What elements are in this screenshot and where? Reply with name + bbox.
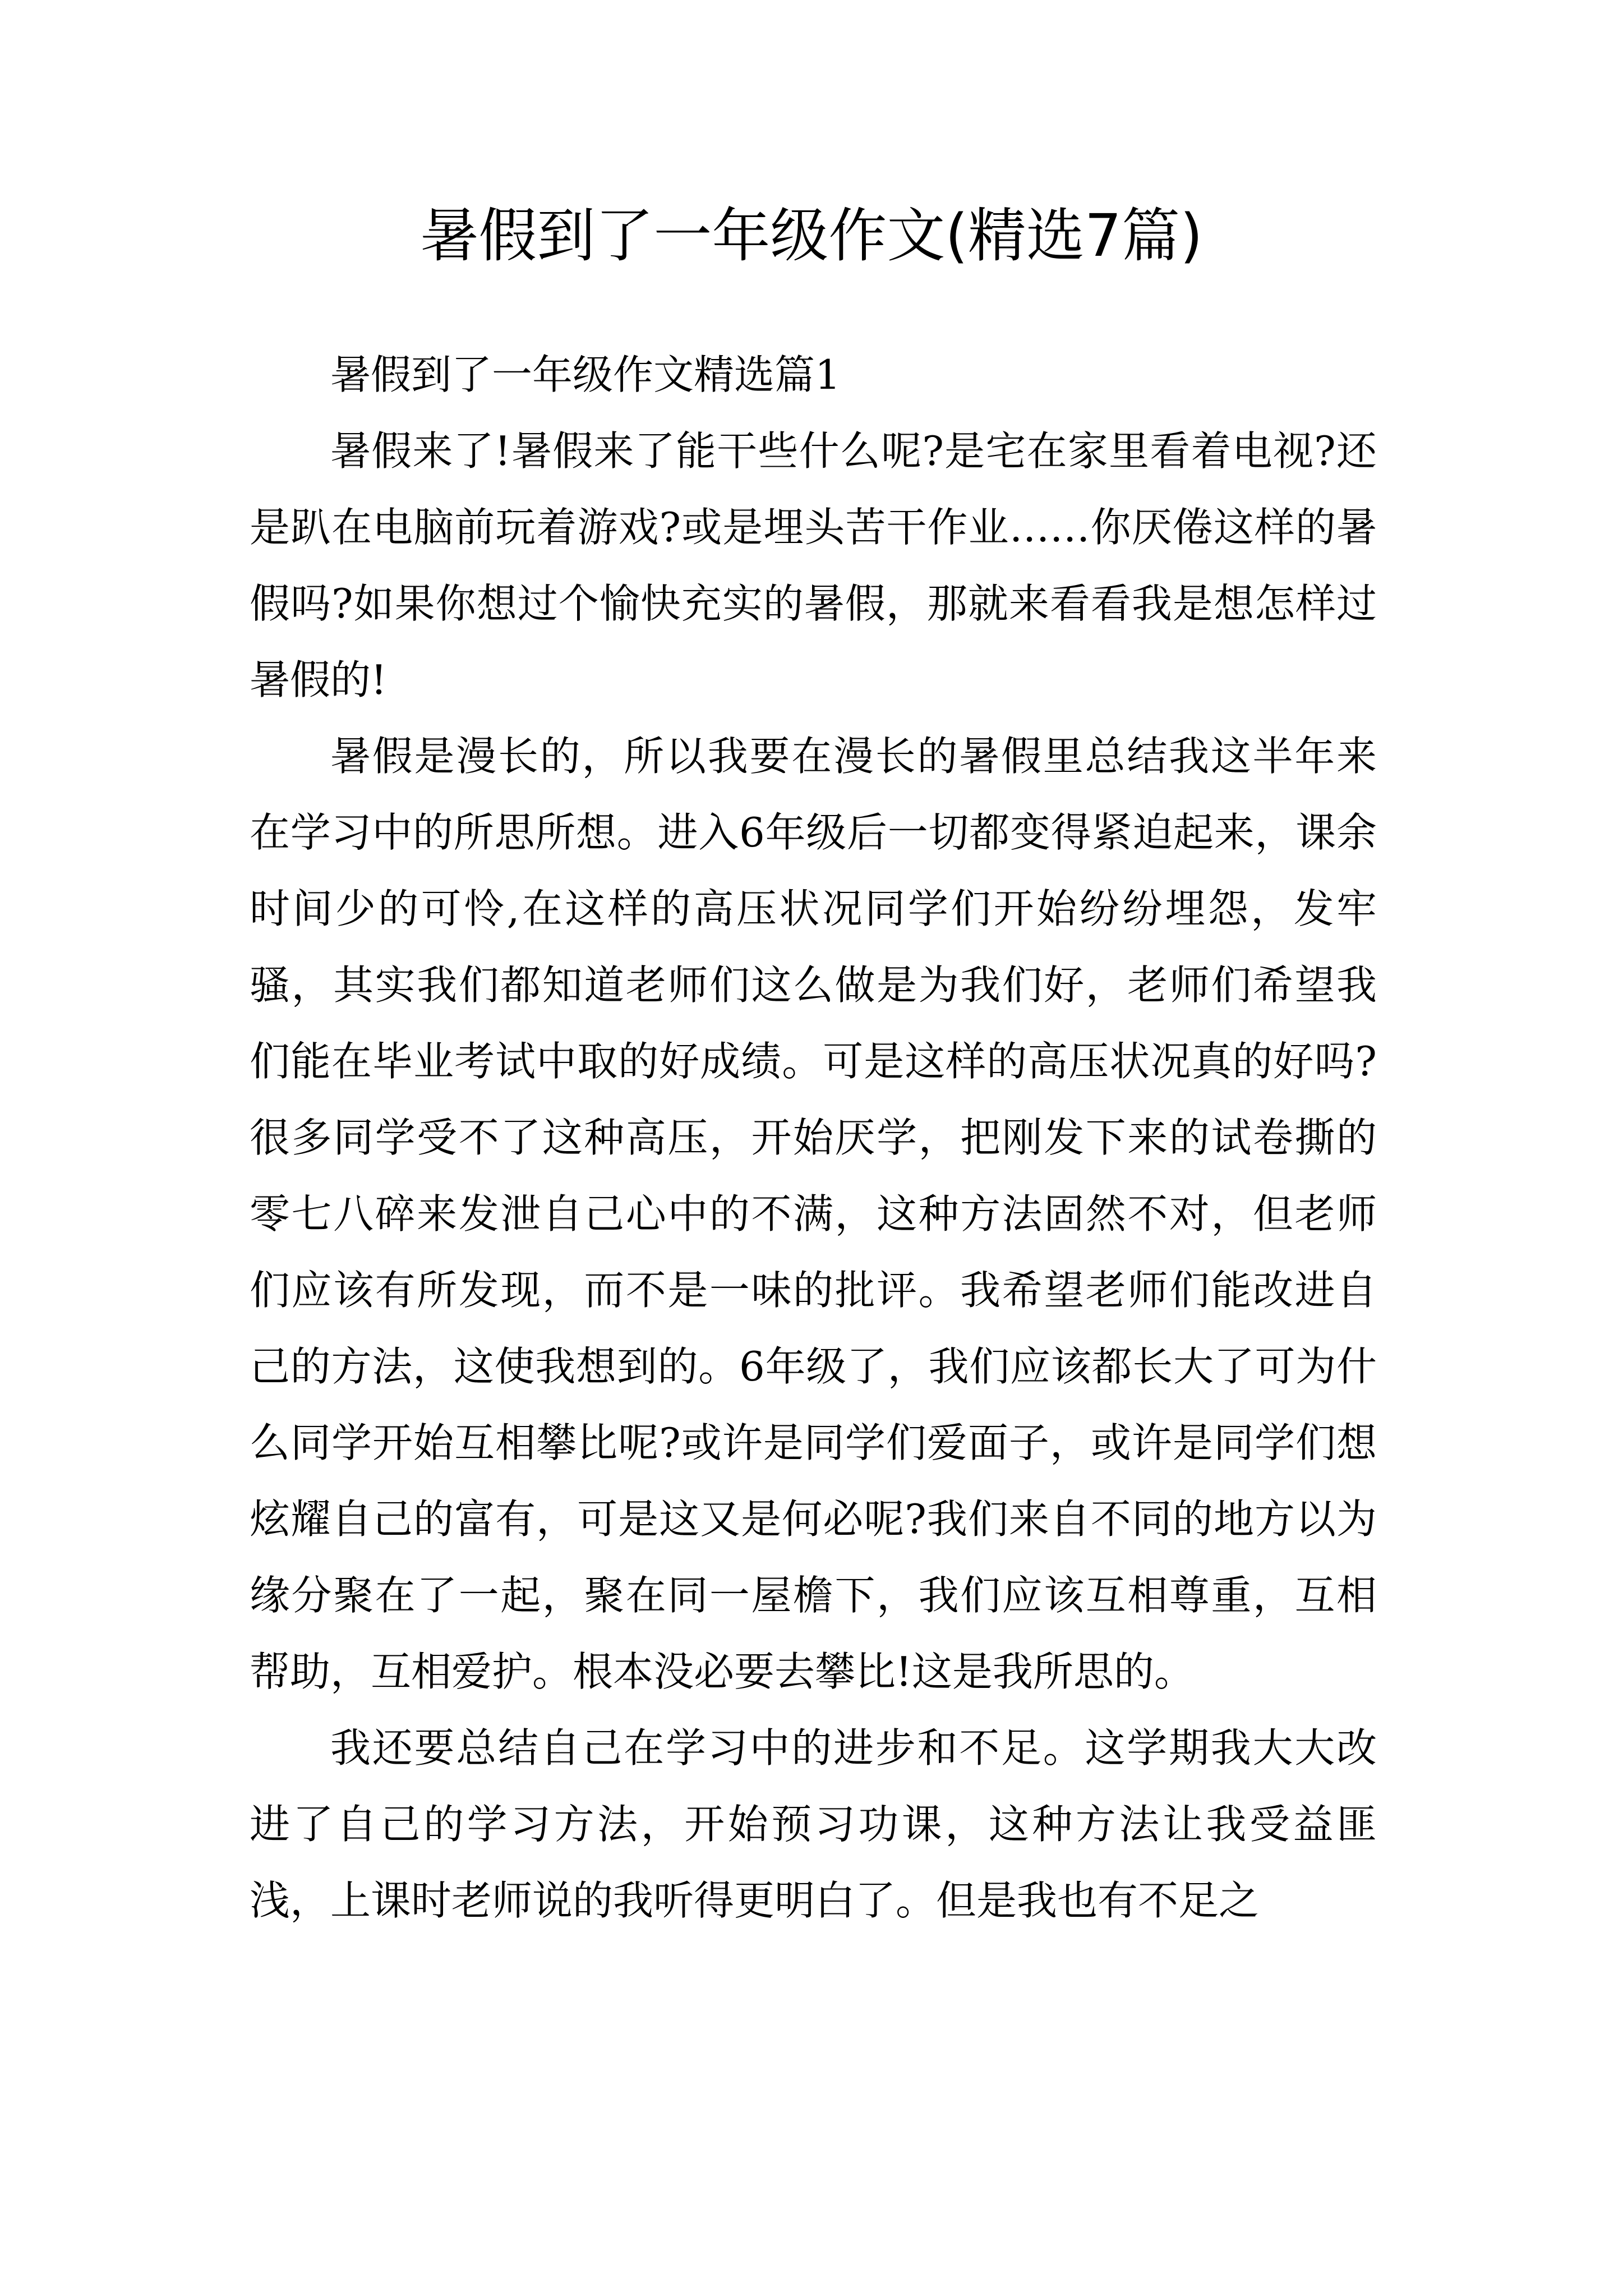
paragraph-3: 我还要总结自己在学习中的进步和不足。这学期我大大改进了自己的学习方法，开始预习功课，这种方法让我受益匪浅，上课时老师说的我听得更明白了。但是我也有不足之: [250, 1724, 1377, 1924]
paragraph-1: 暑假来了!暑假来了能干些什么呢?是宅在家里看着电视?还是趴在电脑前玩着游戏?或是埋头苦干作业……你厌倦这样的暑假吗?如果你想过个愉快充实的暑假，那就来看看我是想怎样过暑假的!: [250, 427, 1377, 703]
document-body: [250, 337, 1377, 1939]
document-title: 暑假到了一年级作文(精选7篇): [420, 201, 1203, 270]
section-heading: 暑假到了一年级作文精选篇1: [330, 351, 841, 398]
paragraph-2: 暑假是漫长的，所以我要在漫长的暑假里总结我这半年来在学习中的所思所想。进入6年级后一切都变得紧迫起来，课余时间少的可怜,在这样的高压状况同学们开始纷纷埋怨，发牢骚，其实我们都知道老师们这么做是为我们好，老师们希望我们能在毕业考试中取的好成绩。可是这样的高压状况真的好吗?很多同学受不了这种高压，开始厌学，把刚发下来的试卷撕的零七八碎来发泄自己心中的不满，这种方法固然不对，但老师们应该有所发现，而不是一味的批评。我希望老师们能改进自己的方法，这使我想到的。6年级了，我们应该都长大了可为什么同学开始互相攀比呢?或许是同学们爱面子，或许是同学们想炫耀自己的富有，可是这又是何必呢?我们来自不同的地方以为缘分聚在了一起，聚在同一屋檐下，我们应该互相尊重，互相帮助，互相爱护。根本没必要去攀比!这是我所思的。: [250, 733, 1377, 1695]
